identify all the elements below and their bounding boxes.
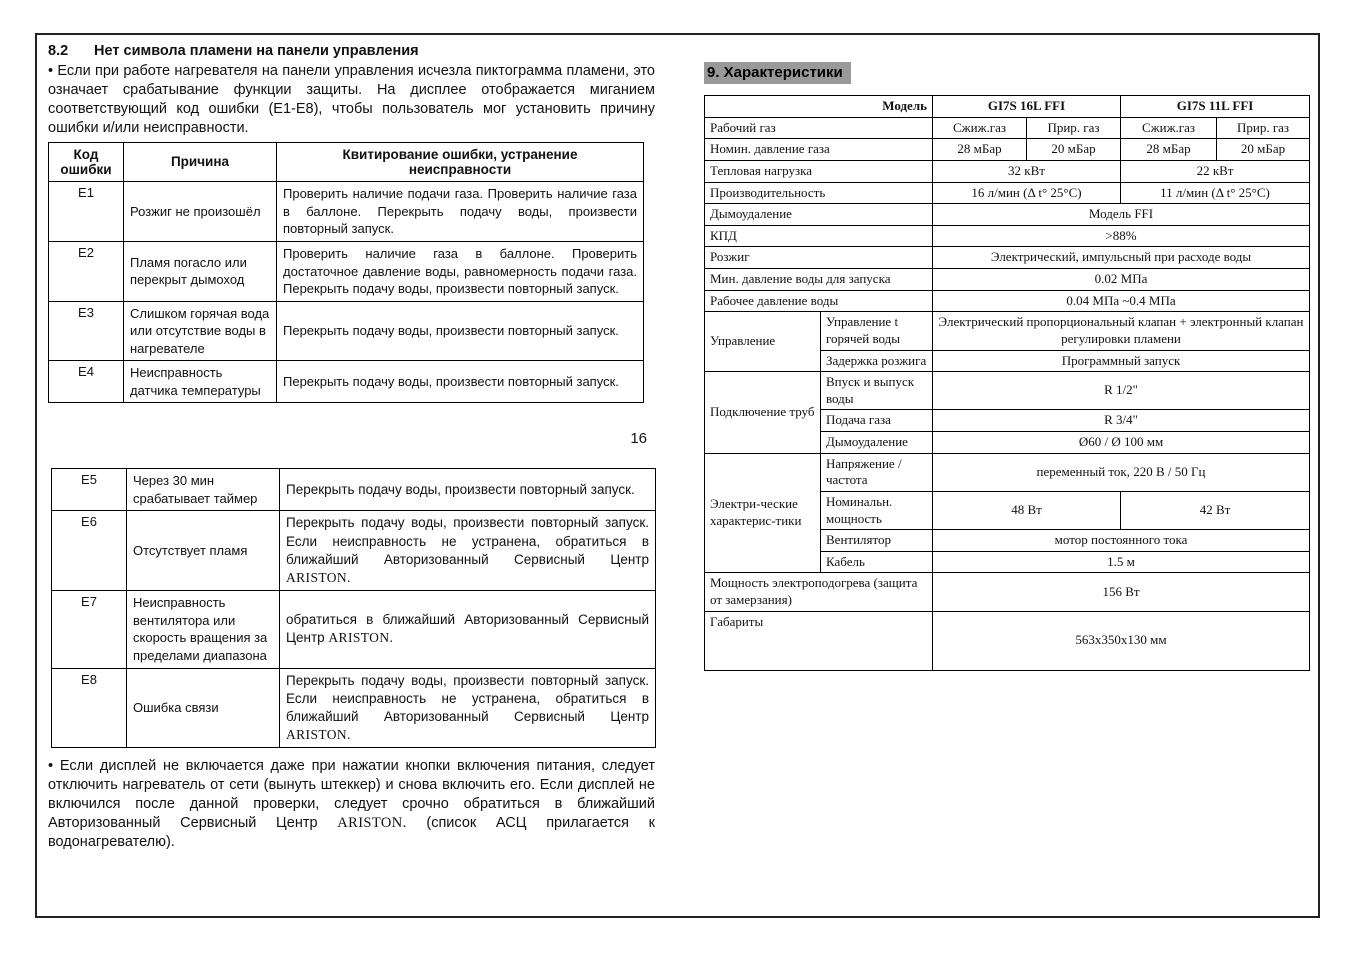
- spec-row-model: [705, 96, 1310, 118]
- spec-gas-16-lpg: Сжиж.газ: [933, 117, 1027, 139]
- error-fix-text: Перекрыть подачу воды, произвести повторный запуск. Если неисправность не устранена, обратиться в ближайший Авторизованный Сервисный Центр: [286, 672, 649, 724]
- error-cause-cell: Розжиг не произошёл: [124, 182, 277, 242]
- spec-fan-value: мотор постоянного тока: [933, 530, 1310, 552]
- error-cause-cell: Отсутствует пламя: [127, 511, 280, 591]
- brand-name: ARISTON.: [286, 570, 351, 586]
- error-cause-cell: Неисправность вентилятора или скорость вращения за пределами диапазона: [127, 591, 280, 668]
- page-frame: [35, 33, 1320, 918]
- spec-row-frost: [705, 573, 1310, 611]
- spec-efficiency-value: >88%: [933, 225, 1310, 247]
- error-table-header-row: [49, 143, 644, 182]
- spec-row-dimensions: [705, 611, 1310, 670]
- outro-text-after: (список АСЦ прилагается к водонагревателю).: [48, 814, 655, 850]
- header-fix-text: Квитирование ошибки, устранение неисправности: [342, 147, 578, 178]
- error-code-cell: E8: [52, 668, 127, 748]
- spec-row-capacity: [705, 182, 1310, 204]
- error-code-cell: E3: [49, 301, 124, 361]
- left-column: [48, 43, 655, 852]
- spec-power-16: 48 Вт: [933, 491, 1121, 529]
- section-title-text: Нет символа пламени на панели управления: [94, 43, 419, 59]
- error-code-cell: E1: [49, 182, 124, 242]
- spec-flue-label: Дымоудаление: [705, 204, 933, 226]
- spec-frost-label: Мощность электроподогрева (защита от замерзания): [705, 573, 933, 611]
- spec-row-ignition: [705, 247, 1310, 269]
- error-fix-cell: [280, 591, 656, 668]
- spec-table: [704, 95, 1310, 671]
- error-cause-cell: Слишком горячая вода или отсутствие воды в нагревателе: [124, 301, 277, 361]
- spec-dimensions-label: Габариты: [705, 611, 933, 670]
- spec-ignition-value: Электрический, импульсный при расходе воды: [933, 247, 1310, 269]
- error-code-cell: E4: [49, 361, 124, 403]
- spec-min-pressure-label: Мин. давление воды для запуска: [705, 269, 933, 291]
- spec-pressure-16-nat: 20 мБар: [1027, 139, 1121, 161]
- spec-efficiency-label: КПД: [705, 225, 933, 247]
- spec-row-efficiency: [705, 225, 1310, 247]
- error-fix-cell: Проверить наличие газа в баллоне. Проверить достаточное давление воды, равномерность подачи газа. Перекрыть подачу воды, произвести повторный запуск.: [277, 242, 644, 302]
- spec-water-value: R 1/2": [933, 372, 1310, 410]
- page-number: 16: [630, 430, 647, 448]
- error-fix-cell: Проверить наличие подачи газа. Проверить наличие газа в баллоне. Перекрыть подачу воды, произвести повторный запуск.: [277, 182, 644, 242]
- error-code-cell: E2: [49, 242, 124, 302]
- spec-power-label: Номинальн. мощность: [821, 491, 933, 529]
- header-code: Код ошибки: [49, 143, 124, 182]
- spec-frost-value: 156 Вт: [933, 573, 1310, 611]
- section-9-heading: 9. Характеристики: [704, 62, 851, 84]
- error-fix-cell: [280, 668, 656, 748]
- spec-control-t-label: Управление t горячей воды: [821, 312, 933, 350]
- spec-control-label: Управление: [705, 312, 821, 372]
- outro-text-before: • Если дисплей не включается даже при нажатии кнопки включения питания, следует отключить нагреватель от сети (вынуть штеккер) и снова включить его. Если дисплей не включился после данной проверки, следует срочно обратиться в ближайший Авторизованный Сервисный Центр: [48, 758, 655, 831]
- right-column: [704, 62, 1310, 671]
- error-row-e4: [49, 361, 644, 403]
- spec-min-pressure-value: 0.02 МПа: [933, 269, 1310, 291]
- error-fix-cell: [280, 511, 656, 591]
- error-cause-cell: Неисправность датчика температуры: [124, 361, 277, 403]
- spec-row-working-pressure: [705, 290, 1310, 312]
- spec-model-label: Модель: [705, 96, 933, 118]
- error-row-e8: [52, 668, 656, 748]
- spec-flue2-label: Дымоудаление: [821, 432, 933, 454]
- error-fix-cell: Перекрыть подачу воды, произвести повторный запуск.: [280, 469, 656, 511]
- error-row-e7: [52, 591, 656, 668]
- error-table-1: [48, 142, 644, 403]
- error-row-e2: [49, 242, 644, 302]
- spec-electrical-label: Электри-ческие характерис-тики: [705, 453, 821, 573]
- spec-control-t-value: Электрический пропорциональный клапан + электронный клапан регулировки пламени: [933, 312, 1310, 350]
- spec-cable-value: 1.5 м: [933, 551, 1310, 573]
- spec-row-control-t: [705, 312, 1310, 350]
- error-row-e3: [49, 301, 644, 361]
- error-cause-cell: Пламя погасло или перекрыт дымоход: [124, 242, 277, 302]
- outro-paragraph: [48, 757, 655, 851]
- header-fix: [277, 143, 644, 182]
- spec-flue2-value: Ø60 / Ø 100 мм: [933, 432, 1310, 454]
- spec-working-pressure-value: 0.04 МПа ~0.4 МПа: [933, 290, 1310, 312]
- spec-load-label: Тепловая нагрузка: [705, 160, 933, 182]
- spec-pressure-label: Номин. давление газа: [705, 139, 933, 161]
- error-fix-cell: Перекрыть подачу воды, произвести повторный запуск.: [277, 301, 644, 361]
- spec-row-load: [705, 160, 1310, 182]
- spec-pressure-11-nat: 20 мБар: [1217, 139, 1310, 161]
- spec-ignition-label: Розжиг: [705, 247, 933, 269]
- spec-pressure-11-lpg: 28 мБар: [1121, 139, 1217, 161]
- spec-gas-16-nat: Прир. газ: [1027, 117, 1121, 139]
- spec-gas-supply-value: R 3/4": [933, 410, 1310, 432]
- spec-row-min-pressure: [705, 269, 1310, 291]
- spec-working-pressure-label: Рабочее давление воды: [705, 290, 933, 312]
- spec-gas-supply-label: Подача газа: [821, 410, 933, 432]
- spec-load-16: 32 кВт: [933, 160, 1121, 182]
- error-row-e1: [49, 182, 644, 242]
- spec-model-16: GI7S 16L FFI: [933, 96, 1121, 118]
- intro-paragraph: • Если при работе нагревателя на панели управления исчезла пиктограмма пламени, это означает срабатывание функции защиты. На дисплее отображается миганием соответствующий код ошибки (E1-E8), чтобы пользователь мог установить причину ошибки и/или неисправности.: [48, 63, 655, 136]
- error-fix-cell: Перекрыть подачу воды, произвести повторный запуск.: [277, 361, 644, 403]
- spec-flue-value: Модель FFI: [933, 204, 1310, 226]
- spec-voltage-value: переменный ток, 220 В / 50 Гц: [933, 453, 1310, 491]
- spec-fan-label: Вентилятор: [821, 530, 933, 552]
- error-row-e5: [52, 469, 656, 511]
- spec-model-11: GI7S 11L FFI: [1121, 96, 1310, 118]
- error-table-2: [51, 468, 656, 748]
- section-8-2-heading: [48, 43, 655, 59]
- spec-pressure-16-lpg: 28 мБар: [933, 139, 1027, 161]
- error-fix-text: Перекрыть подачу воды, произвести повторный запуск. Если неисправность не устранена, обратиться в ближайший Авторизованный Сервисный Центр: [286, 515, 649, 567]
- spec-row-water-io: [705, 372, 1310, 410]
- spec-row-pressure: [705, 139, 1310, 161]
- header-cause: Причина: [124, 143, 277, 182]
- error-code-cell: E6: [52, 511, 127, 591]
- spec-row-voltage: [705, 453, 1310, 491]
- error-code-cell: E5: [52, 469, 127, 511]
- spec-capacity-label: Производительность: [705, 182, 933, 204]
- error-fix-text: обратиться в ближайший Авторизованный Сервисный Центр: [286, 612, 649, 646]
- spec-pipes-label: Подключение труб: [705, 372, 821, 454]
- brand-name: ARISTON.: [337, 814, 407, 831]
- spec-gas-11-lpg: Сжиж.газ: [1121, 117, 1217, 139]
- spec-capacity-16: 16 л/мин (Δ t° 25°C): [933, 182, 1121, 204]
- brand-name: ARISTON.: [328, 630, 394, 646]
- error-row-e6: [52, 511, 656, 591]
- spec-cable-label: Кабель: [821, 551, 933, 573]
- error-cause-cell: Через 30 мин срабатывает таймер: [127, 469, 280, 511]
- spec-voltage-label: Напряжение / частота: [821, 453, 933, 491]
- spec-load-11: 22 кВт: [1121, 160, 1310, 182]
- spec-gas-label: Рабочий газ: [705, 117, 933, 139]
- section-number: 8.2: [48, 43, 69, 59]
- spec-delay-label: Задержка розжига: [821, 350, 933, 372]
- spec-dimensions-value: 563x350x130 мм: [933, 611, 1310, 670]
- spec-capacity-11: 11 л/мин (Δ t° 25°C): [1121, 182, 1310, 204]
- brand-name: ARISTON.: [286, 727, 351, 743]
- spec-delay-value: Программный запуск: [933, 350, 1310, 372]
- error-cause-cell: Ошибка связи: [127, 668, 280, 748]
- spec-gas-11-nat: Прир. газ: [1217, 117, 1310, 139]
- spec-row-flue: [705, 204, 1310, 226]
- spec-water-label: Впуск и выпуск воды: [821, 372, 933, 410]
- spec-row-gas: [705, 117, 1310, 139]
- error-code-cell: E7: [52, 591, 127, 668]
- spec-power-11: 42 Вт: [1121, 491, 1310, 529]
